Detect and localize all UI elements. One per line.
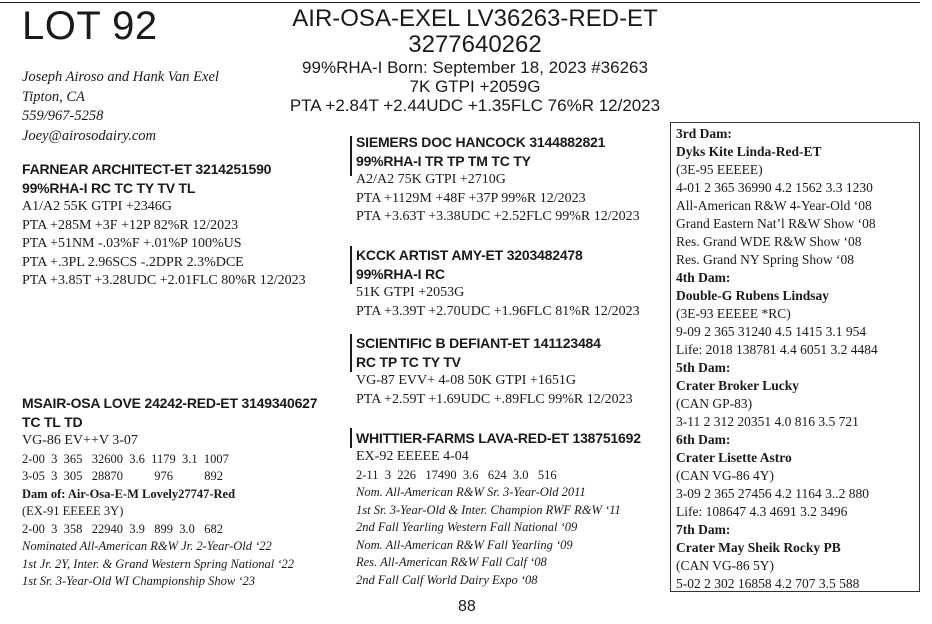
pgd-line: PTA +3.39T +2.70UDC +1.96FLC 81%R 12/2023 (356, 303, 640, 319)
bracket-line (350, 136, 352, 176)
pgs-line: A2/A2 75K GTPI +2710G (356, 172, 506, 187)
animal-pta-line: PTA +2.84T +2.44UDC +1.35FLC 76%R 12/2023 (289, 96, 661, 115)
dams-box-line: 5-02 2 302 16858 4.2 707 3.5 588 (676, 576, 860, 591)
paternal-grandsire-block (356, 133, 640, 227)
dams-box-heading: 7th Dam: (676, 522, 731, 537)
owner-names: Joseph Airoso and Hank Van Exel (22, 69, 219, 85)
animal-header (250, 6, 700, 115)
dams-box-line: Life: 108647 4.3 4691 3.2 3496 (676, 504, 848, 519)
sire-line: PTA +285M +3F +12P 82%R 12/2023 (22, 217, 239, 233)
ancestor-dams-box (670, 122, 920, 592)
mgd-title: WHITTIER-FARMS LAVA-RED-ET 138751692 (356, 430, 641, 446)
dams-box-line: (CAN VG-86 5Y) (676, 558, 774, 573)
lot-number: LOT 92 (22, 4, 158, 48)
dam-record: 3-05 3 305 28870 976 892 (22, 469, 224, 483)
dam-of-record: 2-00 3 358 22940 3.9 899 3.0 682 (22, 521, 224, 536)
bracket-line (350, 428, 352, 448)
dam-title: MSAIR-OSA LOVE 24242-RED-ET 3149340627 (22, 395, 318, 411)
top-rule (0, 2, 920, 3)
sire-block (22, 160, 306, 291)
dams-box-heading: 5th Dam: (676, 360, 731, 375)
paternal-granddam-block (356, 246, 640, 321)
mgs-line: VG-87 EVV+ 4-08 50K GTPI +1651G (356, 373, 576, 388)
mgd-record: 2-11 3 226 17490 3.6 624 3.0 516 (356, 467, 557, 482)
pgs-codes: 99%RHA-I TR TP TM TC TY (356, 153, 531, 169)
dams-box-line: 4-01 2 365 36990 4.2 1562 3.3 1230 (676, 180, 873, 195)
owner-email: Joey@airosodairy.com (22, 127, 157, 144)
animal-name: AIR-OSA-EXEL LV36263-RED-ET (292, 5, 658, 32)
mgd-honor: 1st Sr. 3-Year-Old & Inter. Champion RWF R&W ‘11 (356, 502, 621, 517)
page-number: 88 (458, 598, 476, 615)
animal-registration: 3277640262 (408, 31, 542, 58)
dam-record: 2-00 3 365 32600 3.6 1179 3.1 1007 (22, 451, 229, 466)
pgs-line: PTA +3.63T +3.38UDC +2.52FLC 99%R 12/2023 (356, 209, 640, 224)
mgd-honor: Nom. All-American R&W Fall Yearling ‘09 (356, 537, 573, 552)
mgd-honor: Nom. All-American R&W Sr. 3-Year-Old 2011 (356, 485, 586, 499)
animal-born-line: 99%RHA-I Born: September 18, 2023 #36263 (302, 58, 648, 77)
owner-city: Tipton, CA (22, 88, 85, 105)
sire-line: PTA +51NM -.03%F +.01%P 100%US (22, 236, 242, 251)
sire-line: A1/A2 55K GTPI +2346G (22, 199, 172, 214)
dam-classification: VG-86 EV++V 3-07 (22, 433, 138, 448)
sire-line: PTA +3.85T +3.28UDC +2.01FLC 80%R 12/2023 (22, 273, 306, 288)
pgs-line: PTA +1129M +48F +37P 99%R 12/2023 (356, 190, 586, 206)
dams-box-line: 3-11 2 312 20351 4.0 816 3.5 721 (676, 414, 859, 429)
mgd-classification: EX-92 EEEEE 4-04 (356, 449, 469, 464)
dams-box-line: Grand Eastern Nat’l R&W Show ‘08 (676, 216, 876, 231)
dams-box-heading: 4th Dam: (676, 270, 731, 285)
mgd-honor: 2nd Fall Yearling Western Fall National ‘09 (356, 520, 578, 534)
maternal-granddam-block (356, 429, 641, 589)
dam-honor: 1st Jr. 2Y, Inter. & Grand Western Spring National ‘22 (22, 556, 295, 571)
pgs-title: SIEMERS DOC HANCOCK 3144882821 (356, 134, 606, 150)
mgs-line: PTA +2.59T +1.69UDC +.89FLC 99%R 12/2023 (356, 391, 633, 407)
dams-box-line: Res. Grand NY Spring Show ‘08 (676, 252, 854, 267)
dams-box-line: 9-09 2 365 31240 4.5 1415 3.1 954 (676, 324, 867, 339)
dams-box-line: Res. Grand WDE R&W Show ‘08 (676, 234, 862, 249)
dams-box-line: (3E-95 EEEEE) (676, 162, 763, 177)
pgd-title: KCCK ARTIST AMY-ET 3203482478 (356, 247, 583, 263)
sire-codes: 99%RHA-I RC TC TY TV TL (22, 180, 196, 196)
dams-box-line: Life: 2018 138781 4.4 6051 3.2 4484 (676, 342, 878, 357)
dams-box-line: 3-09 2 365 27456 4.2 1164 3..2 880 (676, 486, 869, 501)
dams-box-line: (CAN GP-83) (676, 396, 753, 411)
dams-box-heading: Double-G Rubens Lindsay (676, 288, 830, 303)
bracket-line (350, 246, 352, 284)
maternal-grandsire-block (356, 334, 633, 409)
dams-box-line: All-American R&W 4-Year-Old ‘08 (676, 198, 872, 213)
dams-box-heading: 6th Dam: (676, 432, 731, 447)
dams-box-heading: Crater Broker Lucky (676, 378, 799, 393)
dam-codes: TC TL TD (22, 414, 83, 430)
owner-info (22, 68, 219, 146)
dams-box-heading: Dyks Kite Linda-Red-ET (676, 144, 822, 159)
dams-box-heading: 3rd Dam: (676, 126, 732, 141)
pgd-codes: 99%RHA-I RC (356, 266, 445, 282)
dams-box-heading: Crater May Sheik Rocky PB (676, 540, 841, 555)
mgs-codes: RC TP TC TY TV (356, 354, 461, 370)
dams-box-line: (3E-93 EEEEE *RC) (676, 306, 791, 321)
owner-phone: 559/967-5258 (22, 108, 104, 124)
dam-block (22, 394, 317, 591)
dams-box-line: (CAN VG-86 4Y) (676, 468, 774, 483)
dams-box-heading: Crater Lisette Astro (676, 450, 792, 465)
dam-honor: Nominated All-American R&W Jr. 2-Year-Old ‘22 (22, 539, 272, 553)
mgd-honor: 2nd Fall Calf World Dairy Expo ‘08 (356, 572, 538, 587)
bracket-line (350, 334, 352, 372)
dam-of-classification: (EX-91 EEEEE 3Y) (22, 504, 124, 518)
mgd-honor: Res. All-American R&W Fall Calf ‘08 (356, 555, 547, 569)
sire-title: FARNEAR ARCHITECT-ET 3214251590 (22, 161, 272, 177)
animal-gtpi-line: 7K GTPI +2059G (409, 77, 541, 96)
sire-line: PTA +.3PL 2.96SCS -.2DPR 2.3%DCE (22, 254, 244, 270)
dam-honor: 1st Sr. 3-Year-Old WI Championship Show ‘23 (22, 574, 255, 588)
pgd-line: 51K GTPI +2053G (356, 285, 465, 300)
mgs-title: SCIENTIFIC B DEFIANT-ET 141123484 (356, 335, 601, 351)
dam-of-title: Dam of: Air-Osa-E-M Lovely27747-Red (22, 486, 236, 501)
